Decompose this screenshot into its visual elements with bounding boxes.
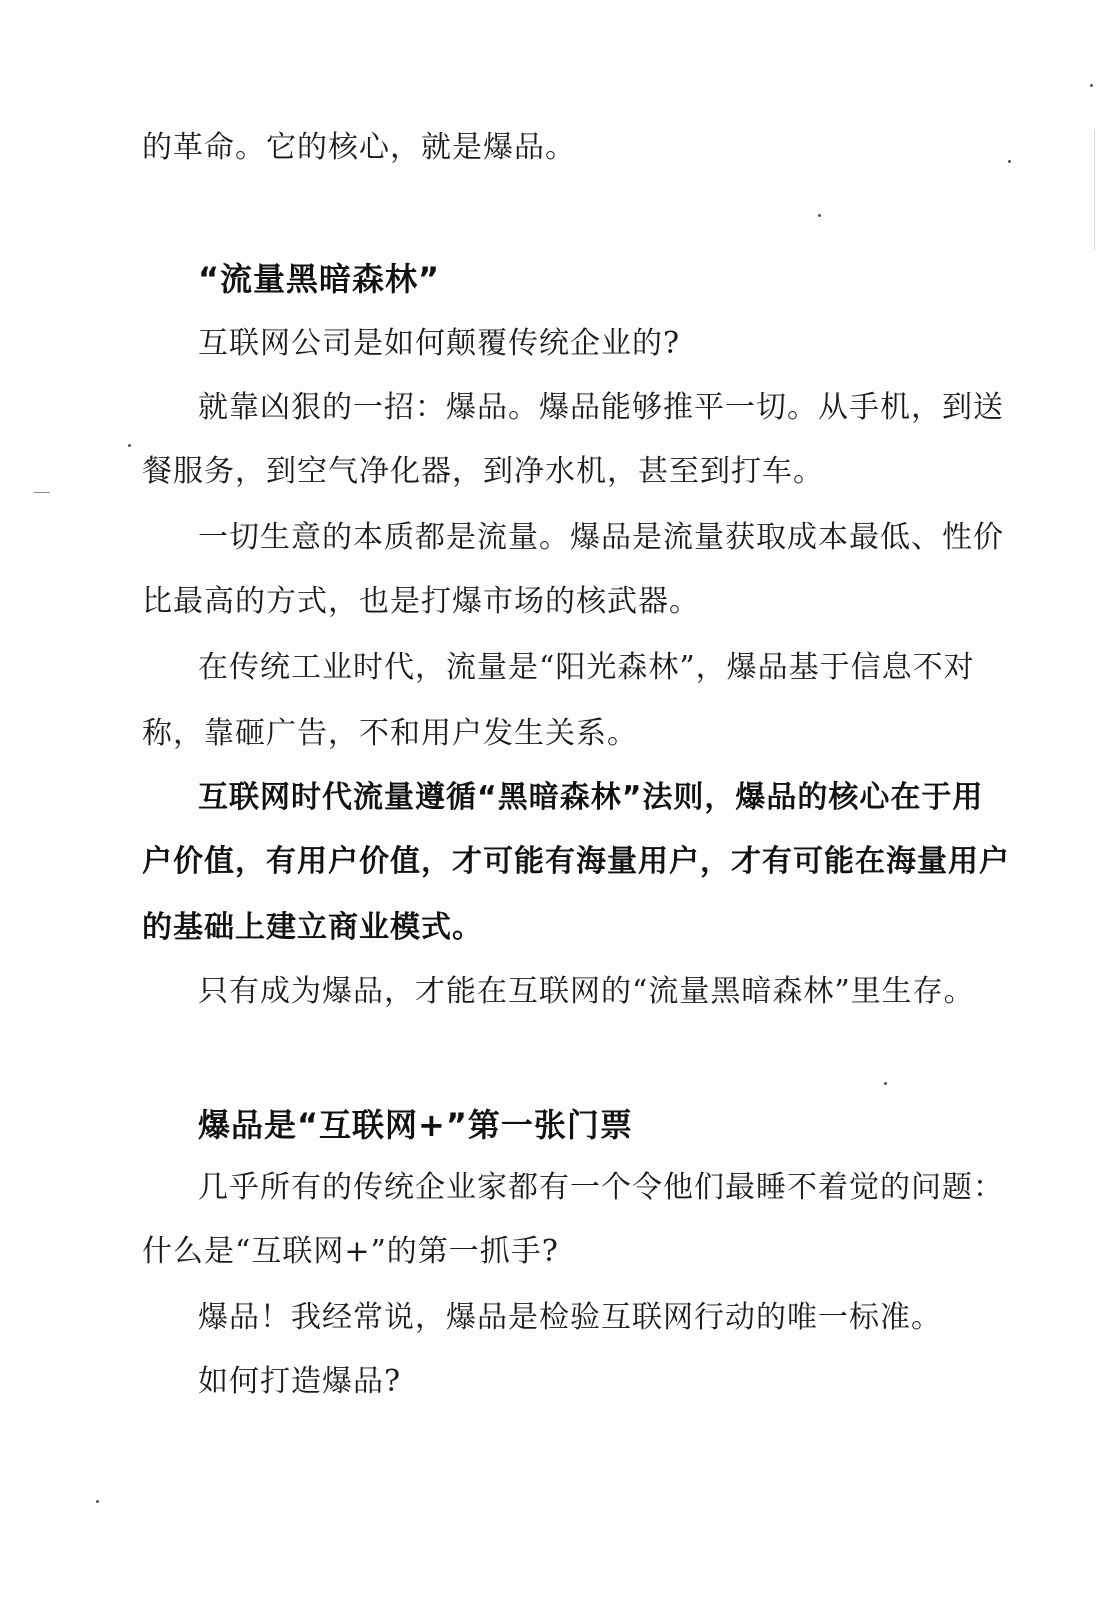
scan-speck xyxy=(884,1082,887,1085)
scan-speck xyxy=(1090,84,1093,87)
scan-speck xyxy=(818,214,821,217)
scan-speck xyxy=(96,1500,99,1503)
scan-speck xyxy=(1008,160,1011,163)
section-heading-first-ticket: 爆品是“互联网+”第一张门票 xyxy=(198,1106,633,1144)
text-line: 什么是“互联网+”的第一抓手? xyxy=(142,1234,559,1269)
bold-text-line: 的基础上建立商业模式。 xyxy=(142,910,483,945)
text-line: 一切生意的本质都是流量。爆品是流量获取成本最低、性价 xyxy=(198,520,1004,555)
bold-text-line: 户价值，有用户价值，才可能有海量用户，才有可能在海量用户 xyxy=(142,844,1010,879)
scan-mark xyxy=(1094,130,1095,250)
text-line: 在传统工业时代，流量是“阳光森林”，爆品基于信息不对 xyxy=(198,650,975,685)
text-line: 的革命。它的核心，就是爆品。 xyxy=(142,130,576,165)
text-line: 只有成为爆品，才能在互联网的“流量黑暗森林”里生存。 xyxy=(198,974,975,1009)
bold-text-line: 互联网时代流量遵循“黑暗森林”法则，爆品的核心在于用 xyxy=(198,780,984,815)
text-line: 互联网公司是如何颠覆传统企业的? xyxy=(198,326,681,361)
section-heading-traffic-dark-forest: “流量黑暗森林” xyxy=(198,260,441,298)
scan-speck xyxy=(128,444,131,447)
text-line: 餐服务，到空气净化器，到净水机，甚至到打车。 xyxy=(142,454,824,489)
scan-mark xyxy=(34,492,50,493)
text-line: 如何打造爆品? xyxy=(198,1364,402,1399)
text-line: 称，靠砸广告，不和用户发生关系。 xyxy=(142,716,638,751)
text-line: 就靠凶狠的一招：爆品。爆品能够推平一切。从手机，到送 xyxy=(198,390,1004,425)
text-line: 比最高的方式，也是打爆市场的核武器。 xyxy=(142,584,700,619)
text-line: 爆品！我经常说，爆品是检验互联网行动的唯一标准。 xyxy=(198,1300,942,1335)
text-line: 几乎所有的传统企业家都有一个令他们最睡不着觉的问题： xyxy=(198,1170,1004,1205)
